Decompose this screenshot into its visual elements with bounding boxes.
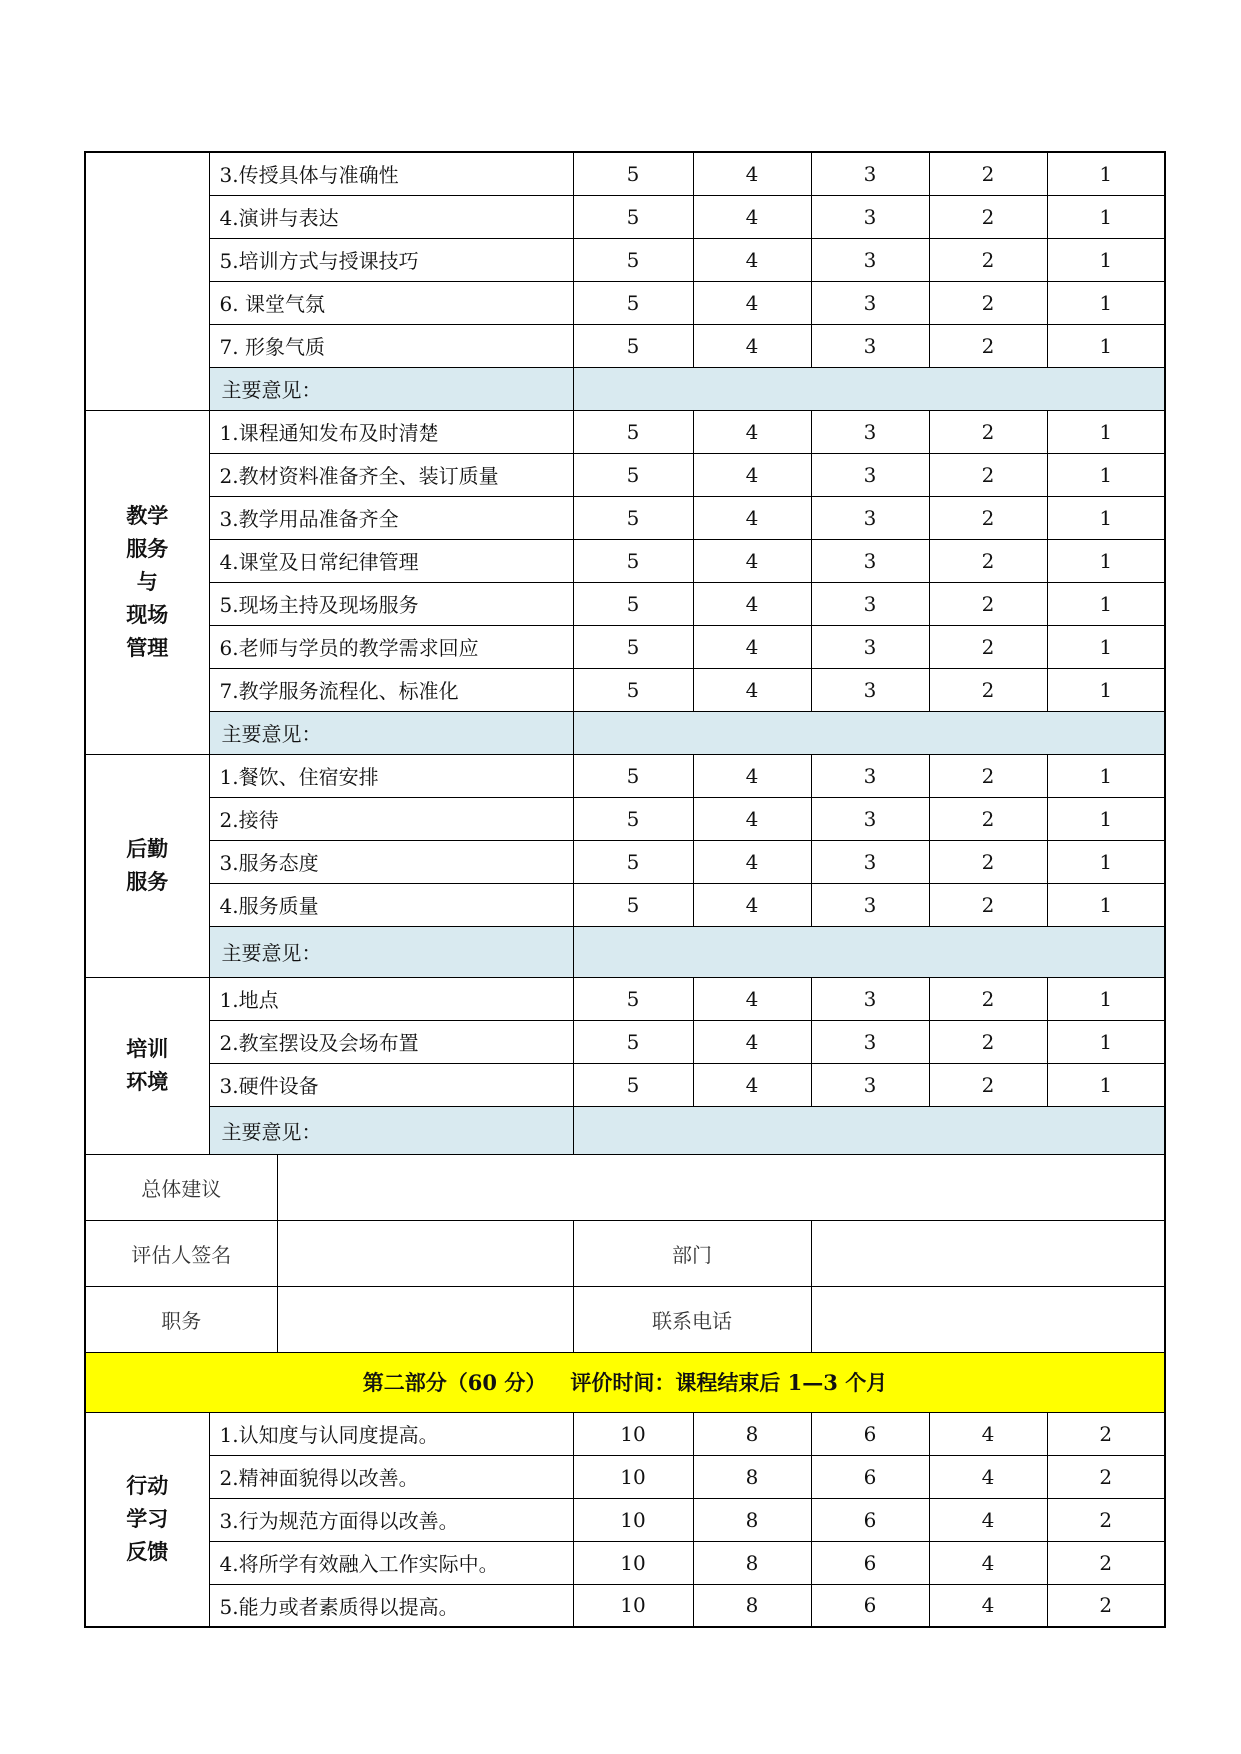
score-1[interactable]: 1 xyxy=(1047,625,1165,668)
score-5[interactable]: 5 xyxy=(573,195,693,238)
category-environment xyxy=(85,977,209,1154)
score-4[interactable]: 4 xyxy=(929,1584,1047,1627)
score-2[interactable]: 2 xyxy=(1047,1498,1165,1541)
score-1[interactable]: 1 xyxy=(1047,1063,1165,1106)
comment-input[interactable] xyxy=(573,367,1165,410)
score-2[interactable]: 2 xyxy=(929,977,1047,1020)
score-5[interactable]: 5 xyxy=(573,496,693,539)
score-5[interactable]: 5 xyxy=(573,281,693,324)
item-label: 4.演讲与表达 xyxy=(209,195,573,238)
score-2[interactable]: 2 xyxy=(929,1063,1047,1106)
score-3[interactable]: 3 xyxy=(811,539,929,582)
table-row xyxy=(85,883,1165,926)
category-line: 服务 xyxy=(126,869,169,894)
category-line: 与 xyxy=(136,569,158,594)
score-5[interactable]: 5 xyxy=(573,668,693,711)
score-6[interactable]: 6 xyxy=(811,1541,929,1584)
table-row xyxy=(85,1412,1165,1455)
score-1[interactable]: 1 xyxy=(1047,582,1165,625)
score-4[interactable]: 4 xyxy=(929,1541,1047,1584)
position-label: 职务 xyxy=(85,1286,277,1352)
table-row xyxy=(85,152,1165,195)
item-label: 2.教室摆设及会场布置 xyxy=(209,1020,573,1063)
department-label: 部门 xyxy=(573,1220,811,1286)
table-row xyxy=(85,539,1165,582)
score-4[interactable]: 4 xyxy=(693,1020,811,1063)
score-5[interactable]: 5 xyxy=(573,324,693,367)
item-label: 1.餐饮、住宿安排 xyxy=(209,754,573,797)
score-2[interactable]: 2 xyxy=(929,453,1047,496)
score-2[interactable]: 2 xyxy=(929,883,1047,926)
item-label: 1.地点 xyxy=(209,977,573,1020)
score-2[interactable]: 2 xyxy=(1047,1584,1165,1627)
table-row xyxy=(85,238,1165,281)
score-5[interactable]: 5 xyxy=(573,625,693,668)
table-row xyxy=(85,453,1165,496)
score-10[interactable]: 10 xyxy=(573,1584,693,1627)
score-4[interactable]: 4 xyxy=(693,195,811,238)
score-2[interactable]: 2 xyxy=(929,152,1047,195)
signature-row xyxy=(85,1220,1165,1286)
score-4[interactable]: 4 xyxy=(929,1412,1047,1455)
comment-label: 主要意见： xyxy=(209,711,573,754)
table-row xyxy=(85,1020,1165,1063)
item-label: 5.培训方式与授课技巧 xyxy=(209,238,573,281)
category-cell-continued xyxy=(85,152,209,410)
category-line: 培训 xyxy=(126,1036,169,1061)
score-3[interactable]: 3 xyxy=(811,754,929,797)
score-2[interactable]: 2 xyxy=(929,324,1047,367)
score-2[interactable]: 2 xyxy=(929,539,1047,582)
score-2[interactable]: 2 xyxy=(929,281,1047,324)
table-row xyxy=(85,754,1165,797)
table-row xyxy=(85,668,1165,711)
category-line: 反馈 xyxy=(126,1539,169,1564)
item-label: 3.传授具体与准确性 xyxy=(209,152,573,195)
score-4[interactable]: 4 xyxy=(693,324,811,367)
score-4[interactable]: 4 xyxy=(693,668,811,711)
score-1[interactable]: 1 xyxy=(1047,1020,1165,1063)
table-row xyxy=(85,1455,1165,1498)
score-6[interactable]: 6 xyxy=(811,1455,929,1498)
item-label: 3.教学用品准备齐全 xyxy=(209,496,573,539)
score-3[interactable]: 3 xyxy=(811,883,929,926)
score-5[interactable]: 5 xyxy=(573,453,693,496)
score-3[interactable]: 3 xyxy=(811,582,929,625)
score-1[interactable]: 1 xyxy=(1047,152,1165,195)
department-input[interactable] xyxy=(811,1220,1165,1286)
score-4[interactable]: 4 xyxy=(693,1063,811,1106)
item-label: 5.现场主持及现场服务 xyxy=(209,582,573,625)
category-line: 环境 xyxy=(126,1069,169,1094)
phone-input[interactable] xyxy=(811,1286,1165,1352)
score-5[interactable]: 5 xyxy=(573,238,693,281)
score-1[interactable]: 1 xyxy=(1047,668,1165,711)
score-10[interactable]: 10 xyxy=(573,1455,693,1498)
score-4[interactable]: 4 xyxy=(929,1498,1047,1541)
overall-input[interactable] xyxy=(277,1154,1165,1220)
part-two-subheading: 评价时间：课程结束后 1—3 个月 xyxy=(570,1370,888,1395)
score-4[interactable]: 4 xyxy=(693,238,811,281)
comment-input[interactable] xyxy=(573,711,1165,754)
score-1[interactable]: 1 xyxy=(1047,754,1165,797)
score-5[interactable]: 5 xyxy=(573,539,693,582)
score-1[interactable]: 1 xyxy=(1047,453,1165,496)
score-3[interactable]: 3 xyxy=(811,410,929,453)
score-1[interactable]: 1 xyxy=(1047,977,1165,1020)
comment-label: 主要意见： xyxy=(209,1106,573,1154)
score-3[interactable]: 3 xyxy=(811,496,929,539)
score-2[interactable]: 2 xyxy=(929,496,1047,539)
item-label: 7.教学服务流程化、标准化 xyxy=(209,668,573,711)
score-1[interactable]: 1 xyxy=(1047,410,1165,453)
score-3[interactable]: 3 xyxy=(811,625,929,668)
score-2[interactable]: 2 xyxy=(929,625,1047,668)
score-10[interactable]: 10 xyxy=(573,1541,693,1584)
score-4[interactable]: 4 xyxy=(693,582,811,625)
score-2[interactable]: 2 xyxy=(1047,1455,1165,1498)
item-label: 3.行为规范方面得以改善。 xyxy=(209,1498,573,1541)
score-3[interactable]: 3 xyxy=(811,668,929,711)
table-row xyxy=(85,410,1165,453)
table-row xyxy=(85,324,1165,367)
item-label: 6. 课堂气氛 xyxy=(209,281,573,324)
score-1[interactable]: 1 xyxy=(1047,539,1165,582)
score-5[interactable]: 5 xyxy=(573,1020,693,1063)
table-row xyxy=(85,281,1165,324)
score-4[interactable]: 4 xyxy=(693,152,811,195)
item-label: 4.将所学有效融入工作实际中。 xyxy=(209,1541,573,1584)
score-3[interactable]: 3 xyxy=(811,1020,929,1063)
score-2[interactable]: 2 xyxy=(929,410,1047,453)
table-row xyxy=(85,496,1165,539)
score-2[interactable]: 2 xyxy=(929,668,1047,711)
signature-label: 评估人签名 xyxy=(85,1220,277,1286)
score-2[interactable]: 2 xyxy=(929,582,1047,625)
item-label: 2.精神面貌得以改善。 xyxy=(209,1455,573,1498)
score-8[interactable]: 8 xyxy=(693,1584,811,1627)
score-6[interactable]: 6 xyxy=(811,1584,929,1627)
score-10[interactable]: 10 xyxy=(573,1412,693,1455)
table-row xyxy=(85,1584,1165,1627)
score-1[interactable]: 1 xyxy=(1047,195,1165,238)
score-1[interactable]: 1 xyxy=(1047,496,1165,539)
table-row xyxy=(85,977,1165,1020)
score-8[interactable]: 8 xyxy=(693,1412,811,1455)
score-4[interactable]: 4 xyxy=(693,496,811,539)
score-5[interactable]: 5 xyxy=(573,797,693,840)
score-4[interactable]: 4 xyxy=(693,539,811,582)
score-3[interactable]: 3 xyxy=(811,1063,929,1106)
score-2[interactable]: 2 xyxy=(1047,1541,1165,1584)
score-8[interactable]: 8 xyxy=(693,1455,811,1498)
score-4[interactable]: 4 xyxy=(693,797,811,840)
comment-row xyxy=(85,1106,1165,1154)
score-5[interactable]: 5 xyxy=(573,840,693,883)
score-1[interactable]: 1 xyxy=(1047,281,1165,324)
comment-row xyxy=(85,711,1165,754)
score-2[interactable]: 2 xyxy=(929,840,1047,883)
score-4[interactable]: 4 xyxy=(693,840,811,883)
item-label: 5.能力或者素质得以提高。 xyxy=(209,1584,573,1627)
score-5[interactable]: 5 xyxy=(573,754,693,797)
category-service xyxy=(85,410,209,754)
table-row xyxy=(85,625,1165,668)
score-1[interactable]: 1 xyxy=(1047,324,1165,367)
overall-row xyxy=(85,1154,1165,1220)
score-4[interactable]: 4 xyxy=(693,977,811,1020)
score-1[interactable]: 1 xyxy=(1047,840,1165,883)
score-4[interactable]: 4 xyxy=(693,453,811,496)
score-2[interactable]: 2 xyxy=(929,754,1047,797)
score-3[interactable]: 3 xyxy=(811,152,929,195)
category-line: 教学 xyxy=(126,503,169,528)
part-two-banner-row xyxy=(85,1352,1165,1412)
item-label: 3.硬件设备 xyxy=(209,1063,573,1106)
score-5[interactable]: 5 xyxy=(573,1063,693,1106)
score-2[interactable]: 2 xyxy=(1047,1412,1165,1455)
comment-input[interactable] xyxy=(573,926,1165,977)
overall-label: 总体建议 xyxy=(85,1154,277,1220)
score-3[interactable]: 3 xyxy=(811,238,929,281)
score-4[interactable]: 4 xyxy=(693,883,811,926)
part-two-heading: 第二部分（60 分） xyxy=(362,1370,547,1395)
position-row xyxy=(85,1286,1165,1352)
table-row xyxy=(85,1063,1165,1106)
score-3[interactable]: 3 xyxy=(811,977,929,1020)
table-row xyxy=(85,797,1165,840)
item-label: 3.服务态度 xyxy=(209,840,573,883)
score-5[interactable]: 5 xyxy=(573,410,693,453)
category-action xyxy=(85,1412,209,1627)
category-line: 管理 xyxy=(126,635,169,660)
score-4[interactable]: 4 xyxy=(693,754,811,797)
score-2[interactable]: 2 xyxy=(929,195,1047,238)
category-line: 后勤 xyxy=(126,836,169,861)
score-10[interactable]: 10 xyxy=(573,1498,693,1541)
score-3[interactable]: 3 xyxy=(811,195,929,238)
item-label: 7. 形象气质 xyxy=(209,324,573,367)
score-5[interactable]: 5 xyxy=(573,152,693,195)
comment-row xyxy=(85,926,1165,977)
score-4[interactable]: 4 xyxy=(693,281,811,324)
table-row xyxy=(85,195,1165,238)
item-label: 4.课堂及日常纪律管理 xyxy=(209,539,573,582)
score-1[interactable]: 1 xyxy=(1047,238,1165,281)
score-3[interactable]: 3 xyxy=(811,281,929,324)
comment-label: 主要意见： xyxy=(209,926,573,977)
comment-label: 主要意见： xyxy=(209,367,573,410)
score-8[interactable]: 8 xyxy=(693,1541,811,1584)
phone-label: 联系电话 xyxy=(573,1286,811,1352)
score-3[interactable]: 3 xyxy=(811,840,929,883)
evaluation-form-table xyxy=(84,151,1166,1628)
table-row xyxy=(85,582,1165,625)
item-label: 1.认知度与认同度提高。 xyxy=(209,1412,573,1455)
score-4[interactable]: 4 xyxy=(929,1455,1047,1498)
score-5[interactable]: 5 xyxy=(573,582,693,625)
score-4[interactable]: 4 xyxy=(693,625,811,668)
signature-input[interactable] xyxy=(277,1220,573,1286)
table-row xyxy=(85,840,1165,883)
category-logistics xyxy=(85,754,209,977)
score-3[interactable]: 3 xyxy=(811,453,929,496)
item-label: 2.接待 xyxy=(209,797,573,840)
score-1[interactable]: 1 xyxy=(1047,797,1165,840)
item-label: 4.服务质量 xyxy=(209,883,573,926)
score-5[interactable]: 5 xyxy=(573,883,693,926)
table-row xyxy=(85,1498,1165,1541)
score-1[interactable]: 1 xyxy=(1047,883,1165,926)
category-line: 现场 xyxy=(126,602,169,627)
score-5[interactable]: 5 xyxy=(573,977,693,1020)
score-8[interactable]: 8 xyxy=(693,1498,811,1541)
item-label: 2.教材资料准备齐全、装订质量 xyxy=(209,453,573,496)
score-2[interactable]: 2 xyxy=(929,1020,1047,1063)
item-label: 1.课程通知发布及时清楚 xyxy=(209,410,573,453)
item-label: 6.老师与学员的教学需求回应 xyxy=(209,625,573,668)
category-line: 学习 xyxy=(126,1506,169,1531)
category-line: 服务 xyxy=(126,536,169,561)
score-3[interactable]: 3 xyxy=(811,324,929,367)
score-4[interactable]: 4 xyxy=(693,410,811,453)
table-row xyxy=(85,1541,1165,1584)
score-2[interactable]: 2 xyxy=(929,238,1047,281)
score-3[interactable]: 3 xyxy=(811,797,929,840)
position-input[interactable] xyxy=(277,1286,573,1352)
score-2[interactable]: 2 xyxy=(929,797,1047,840)
part-two-banner xyxy=(85,1352,1165,1412)
comment-input[interactable] xyxy=(573,1106,1165,1154)
comment-row xyxy=(85,367,1165,410)
category-line: 行动 xyxy=(126,1473,169,1498)
score-6[interactable]: 6 xyxy=(811,1498,929,1541)
score-6[interactable]: 6 xyxy=(811,1412,929,1455)
